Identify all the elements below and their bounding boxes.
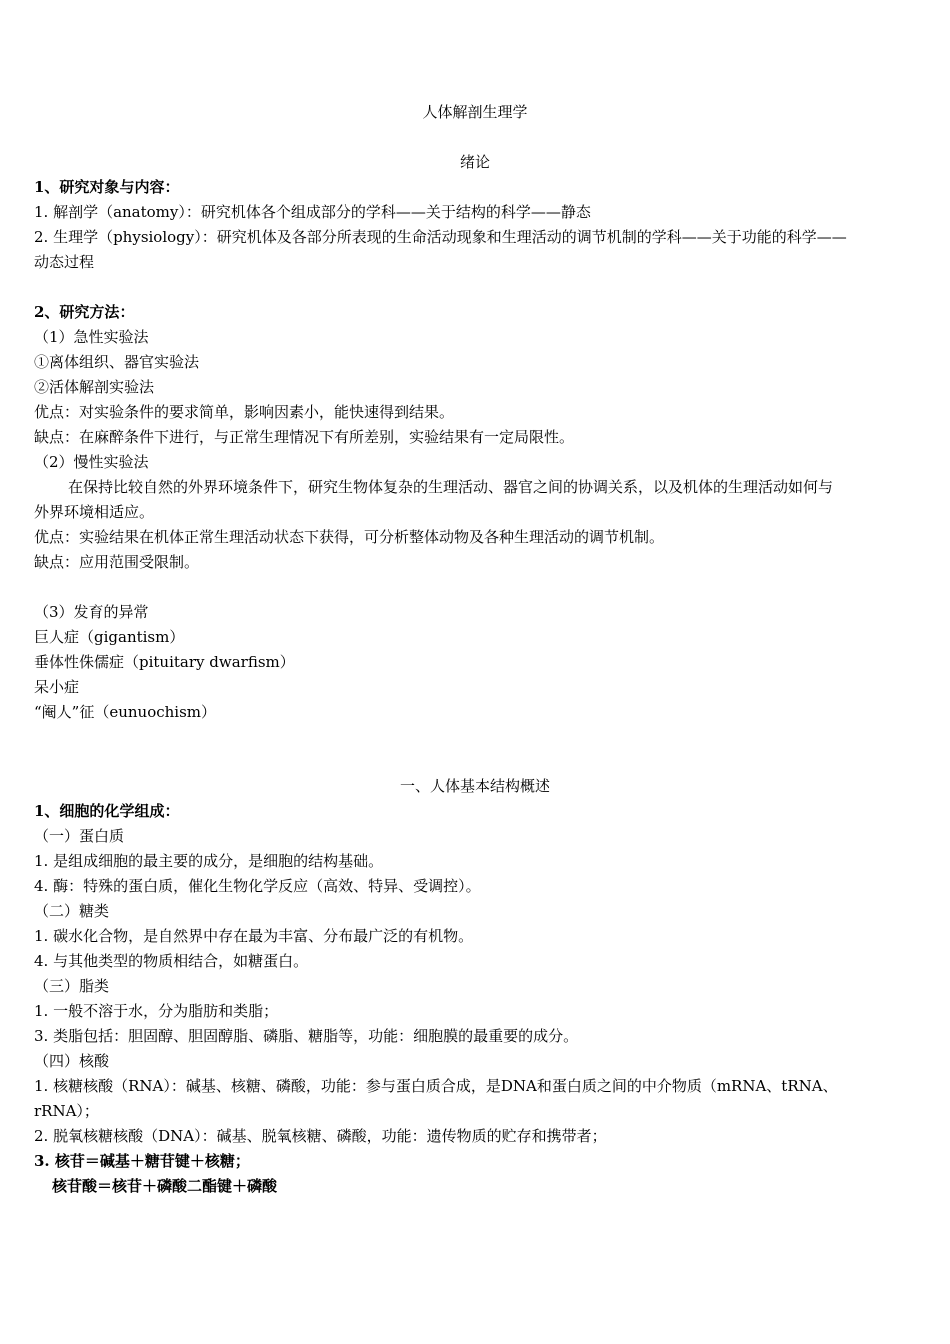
text-line-eunuchism: “阉人”征（eunuochism） [34, 703, 217, 721]
text-line-rna-cont: rRNA）； [34, 1102, 99, 1120]
text-line-gigantism: 巨人症（gigantism） [34, 628, 185, 646]
text-line-sugar-1: 1. 碳水化合物，是自然界中存在最为丰富、分布最广泛的有机物。 [34, 927, 474, 945]
subheading-chronic-experiment: （2）慢性实验法 [34, 453, 149, 471]
text-line-chronic-pro: 优点：实验结果在机体正常生理活动状态下获得，可分析整体动物及各种生理活动的调节机制。 [34, 528, 665, 546]
text-line-chronic-desc-cont: 外界环境相适应。 [34, 503, 155, 521]
section-heading-cell-chemistry: 1、细胞的化学组成： [34, 802, 180, 820]
text-line-nucleoside: 3. 核苷＝碱基＋糖苷键＋核糖； [34, 1152, 250, 1170]
document-title: 人体解剖生理学 [422, 103, 528, 121]
text-line-acute-2: ②活体解剖实验法 [34, 378, 155, 396]
subheading-protein: （一）蛋白质 [34, 827, 125, 845]
text-line-physiology: 2. 生理学（physiology）：研究机体及各部分所表现的生命活动现象和生理活动的调节机制的学科——关于功能的科学—— [34, 228, 847, 246]
subheading-lipid: （三）脂类 [34, 977, 110, 995]
text-line-lipid-3: 3. 类脂包括：胆固醇、胆固醇脂、磷脂、糖脂等，功能：细胞膜的最重要的成分。 [34, 1027, 579, 1045]
chapter-heading: 一、人体基本结构概述 [399, 777, 550, 795]
text-line-chronic-con: 缺点：应用范围受限制。 [34, 553, 200, 571]
text-line-chronic-desc: 在保持比较自然的外界环境条件下，研究生物体复杂的生理活动、器官之间的协调关系，以及机体的生理活动如何与 [68, 478, 834, 496]
subheading-sugar: （二）糖类 [34, 902, 110, 920]
text-line-cretinism: 呆小症 [34, 678, 80, 696]
text-line-protein-4: 4. 酶：特殊的蛋白质，催化生物化学反应（高效、特异、受调控）。 [34, 877, 481, 895]
text-line-acute-pro: 优点：对实验条件的要求简单，影响因素小，能快速得到结果。 [34, 403, 455, 421]
text-line-rna: 1. 核糖核酸（RNA）：碱基、核糖、磷酸，功能：参与蛋白质合成，是DNA和蛋白质之间的中介物质（mRNA、tRNA、 [34, 1077, 838, 1095]
subheading-developmental-abnormality: （3）发育的异常 [34, 603, 149, 621]
text-line-acute-con: 缺点：在麻醉条件下进行，与正常生理情况下有所差别，实验结果有一定局限性。 [34, 428, 575, 446]
text-line-physiology-cont: 动态过程 [34, 253, 95, 271]
text-line-dna: 2. 脱氧核糖核酸（DNA）：碱基、脱氧核糖、磷酸，功能：遗传物质的贮存和携带者； [34, 1127, 607, 1145]
text-line-acute-1: ①离体组织、器官实验法 [34, 353, 200, 371]
section-heading-research-object: 1、研究对象与内容： [34, 178, 180, 196]
text-line-protein-1: 1. 是组成细胞的最主要的成分，是细胞的结构基础。 [34, 852, 384, 870]
subheading-acute-experiment: （1）急性实验法 [34, 328, 149, 346]
section-heading-research-methods: 2、研究方法： [34, 303, 135, 321]
text-line-anatomy: 1. 解剖学（anatomy）：研究机体各个组成部分的学科——关于结构的科学——静态 [34, 203, 591, 221]
intro-heading: 绪论 [459, 153, 490, 171]
subheading-nucleic-acid: （四）核酸 [34, 1052, 110, 1070]
text-line-sugar-4: 4. 与其他类型的物质相结合，如糖蛋白。 [34, 952, 309, 970]
text-line-lipid-1: 1. 一般不溶于水，分为脂肪和类脂； [34, 1002, 279, 1020]
text-line-nucleotide: 核苷酸＝核苷＋磷酸二酯键＋磷酸 [52, 1177, 278, 1195]
text-line-dwarfism: 垂体性侏儒症（pituitary dwarfism） [34, 653, 295, 671]
